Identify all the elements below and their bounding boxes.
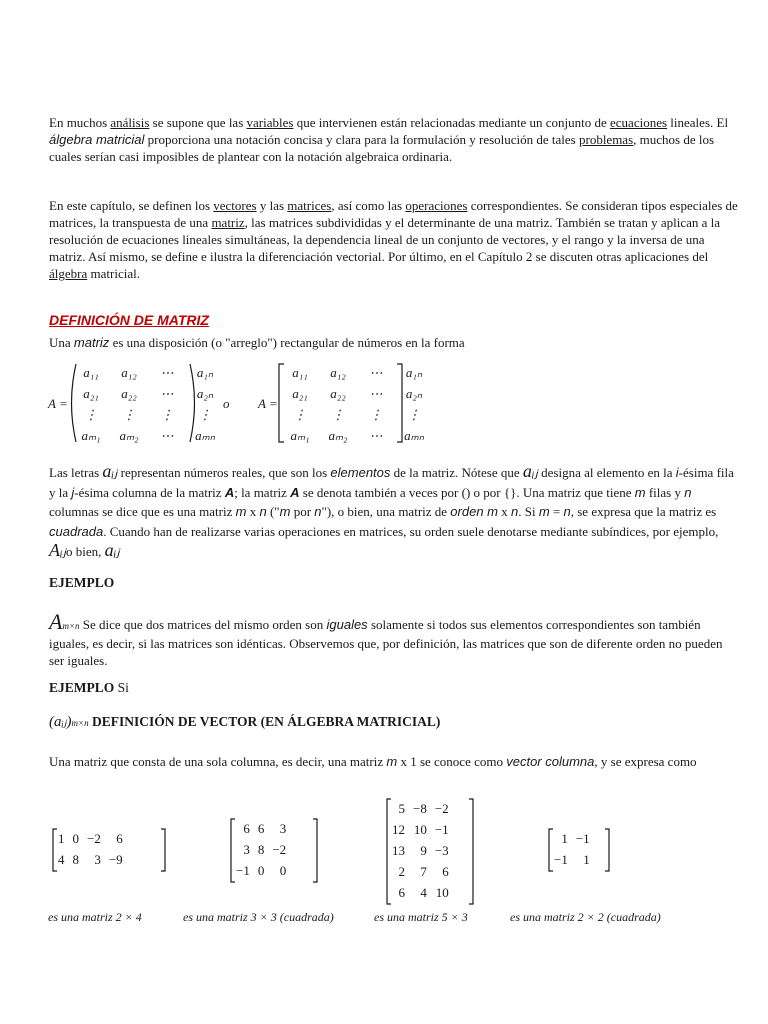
text: lineales. El (667, 115, 729, 130)
text: -ésima fila y la (49, 465, 734, 500)
matrix-cell: 1 (58, 830, 65, 846)
matrix-cell: ⋯ (160, 364, 174, 380)
matrix-cell: ⋮ (160, 406, 174, 422)
matrix-cell: 3 (94, 851, 101, 867)
text: proporciona una notación concisa y clara para la formulación y resolución de tales (144, 132, 579, 147)
chapter-paragraph (49, 197, 739, 282)
matrix-cell: 3 (279, 820, 287, 836)
matrix-cell: a₁₂ (330, 364, 346, 380)
emphasis: orden m (450, 504, 498, 519)
matrix-cell: ⋯ (160, 385, 174, 401)
example-si-heading (49, 680, 129, 696)
matrix-cell: 0 (257, 862, 265, 878)
matrix-table (550, 828, 594, 870)
matrix-cell: a₁₁ (83, 364, 99, 380)
general-matrix-parens (72, 362, 224, 446)
matrix-cell: 6 (257, 820, 265, 836)
emphasis: matriz (73, 335, 110, 350)
matrix-table (54, 828, 127, 870)
caption-2x4: es una matriz 2 × 4 (48, 910, 142, 924)
elements-paragraph (49, 462, 739, 562)
math-aij-paren: (aᵢⱼ) (49, 714, 72, 730)
matrix-cell: 4 (420, 884, 427, 900)
text: = (549, 504, 564, 519)
link-operaciones[interactable]: operaciones (405, 198, 468, 213)
matrix-row (388, 819, 453, 840)
matrix-cell: a₁ₙ (405, 364, 423, 380)
matrix-cell: a₁₂ (121, 364, 137, 380)
text: Una matriz que consta de una sola columna, es decir, una matriz (49, 754, 387, 769)
emphasis: m (235, 504, 247, 519)
text: x (498, 504, 511, 519)
matrix-row (388, 798, 453, 819)
matrix-cell: −9 (108, 851, 123, 867)
vector-heading (49, 712, 440, 731)
text: , así como las (331, 198, 406, 213)
text: o bien, (66, 544, 105, 559)
matrix-row (550, 828, 594, 849)
matrix-cell: −1 (575, 830, 590, 846)
matrix-row (388, 840, 453, 861)
emphasis: n (563, 504, 571, 519)
general-matrix-brackets (281, 362, 433, 446)
matrix-cell: −8 (413, 800, 427, 816)
matrix-row (281, 425, 433, 446)
emphasis: elementos (330, 465, 391, 480)
matrix-cell: a₁₁ (292, 364, 308, 380)
math-subscript: m×n (62, 621, 80, 631)
text: x (246, 504, 260, 519)
intro-paragraph (49, 114, 739, 165)
matrix-cell: aₘ₁ (290, 427, 310, 443)
matrix-cell: 10 (435, 884, 449, 900)
text: y las (256, 198, 288, 213)
text: En muchos (49, 115, 111, 130)
text: es una disposición (o "arreglo") rectangular de números en la forma (109, 335, 465, 350)
emphasis: i (675, 465, 679, 480)
matrix-cell: a₂₂ (330, 385, 346, 401)
bold-text: DEFINICIÓN DE VECTOR (EN ÁLGEBRA MATRICIAL) (88, 714, 441, 729)
text: , las matrices subdivididas y el determinante de una matriz. También se tratan y aplican a la resolución de ecuaciones lineales simultáneas, la dependencia lineal de un conjunto de vectores, y el rango y la inversa de una matriz. Así mismo, se define e ilustra la diferenciación vectorial. Por último, en el Capítulo 2 se discuten otras aplicaciones del (49, 215, 721, 264)
emphasis: n (259, 504, 267, 519)
equality-paragraph (49, 609, 739, 669)
matrix-cell: a₂₂ (121, 385, 137, 401)
matrix-cell: 10 (413, 821, 427, 837)
matrix-cell: a₂ₙ (405, 385, 423, 401)
matrix-cell: −3 (434, 842, 449, 858)
emphasis: m (279, 504, 291, 519)
matrix-row (232, 860, 290, 881)
matrix-cell: aₘₙ (404, 427, 424, 443)
text: Una (49, 335, 74, 350)
text: designa al elemento en la (537, 465, 676, 480)
matrix-cell: 6 (442, 863, 449, 879)
matrix-row (72, 425, 224, 446)
bold-text: EJEMPLO (49, 680, 115, 695)
caption-5x3: es una matriz 5 × 3 (374, 910, 468, 924)
matrix-cell: 1 (561, 830, 568, 846)
link-vectores[interactable]: vectores (213, 198, 257, 213)
matrix-cell: ⋮ (369, 406, 383, 422)
matrix-row (54, 828, 127, 849)
text: por (290, 504, 315, 519)
text: se supone que las (149, 115, 247, 130)
column-vector-paragraph (49, 753, 739, 770)
matrix-cell: 9 (420, 842, 427, 858)
text: correspondientes. Se consideran tipos especiales de matrices, la transpuesta de una (49, 198, 738, 230)
text: Si (114, 680, 129, 695)
text: En este capítulo, se definen los (49, 198, 214, 213)
text: . Si (518, 504, 539, 519)
text: . Cuando han de realizarse varias operaciones en matrices, su orden suele denotarse mediante subíndices, por ejemplo, (103, 523, 719, 539)
emphasis: A (224, 484, 235, 500)
emphasis: m (386, 754, 398, 769)
math-aij: aᵢⱼ (104, 540, 120, 560)
text: filas y (645, 484, 685, 500)
matrix-cell: −1 (434, 821, 449, 837)
link-analisis[interactable]: análisis (110, 115, 150, 130)
matrix-lhs-2: A = (258, 396, 278, 411)
or-text: o (223, 396, 230, 411)
matrix-cell: 2 (398, 863, 405, 879)
text: x 1 se conoce como (397, 754, 507, 769)
matrix-cell: 8 (72, 851, 79, 867)
matrix-cell: ⋮ (122, 406, 136, 422)
matrix-cell: ⋮ (331, 406, 345, 422)
matrix-cell: −2 (272, 841, 287, 857)
emphasis: vector columna (506, 754, 595, 769)
matrix-cell: 3 (243, 841, 250, 857)
matrix-cell: ⋮ (198, 406, 212, 422)
matrix-intro-line (49, 334, 739, 351)
matrix-row (550, 849, 594, 870)
matrix-cell: −2 (87, 830, 101, 846)
math-A: A (49, 609, 63, 634)
matrix-row (388, 882, 453, 903)
math-aij: Aᵢⱼ (49, 540, 66, 560)
text: de la matriz. Nótese que (390, 465, 523, 480)
emphasis: n (511, 504, 519, 519)
matrix-cell: a₁ₙ (196, 364, 214, 380)
emphasis: n (314, 504, 322, 519)
matrix-cell: 0 (279, 862, 287, 878)
emphasis: álgebra matricial (49, 132, 145, 147)
text: -ésima columna de la matriz (74, 484, 225, 500)
emphasis: iguales (326, 617, 368, 632)
matrix-row (388, 861, 453, 882)
emphasis: m (634, 484, 646, 500)
caption-2x2: es una matriz 2 × 2 (cuadrada) (510, 910, 661, 924)
emphasis: n (684, 484, 692, 500)
emphasis: m (538, 504, 550, 519)
matrix-cell: 13 (392, 842, 405, 858)
matrix-cell: 12 (392, 821, 405, 837)
matrix-row (281, 404, 433, 425)
text: ; la matriz (234, 484, 291, 500)
matrix-cell: ⋯ (369, 427, 383, 443)
matrix-table (232, 818, 290, 881)
math-aij: aᵢⱼ (102, 461, 118, 481)
matrix-cell: ⋯ (160, 427, 174, 443)
matrix-cell: aₘ₁ (81, 427, 101, 443)
text: (" (266, 504, 280, 519)
text: representan números reales, que son los (117, 465, 331, 480)
matrix-row (281, 383, 433, 404)
text: matricial. (87, 266, 140, 281)
matrix-row (72, 383, 224, 404)
text: columnas se dice que es una matriz (49, 504, 236, 519)
matrix-lhs: A = (48, 396, 68, 411)
text: Se dice que dos matrices del mismo orden son (79, 617, 327, 632)
matrix-cell: −2 (434, 800, 449, 816)
text: que intervienen están relacionadas mediante un conjunto de (293, 115, 611, 130)
text: se denota también a veces por () o por {}. Una matriz que tiene (299, 484, 635, 500)
matrix-cell: 0 (72, 830, 79, 846)
matrix-cell: 1 (583, 851, 590, 867)
matrix-row (72, 362, 224, 383)
matrix-cell: −1 (236, 862, 250, 878)
math-aij: aᵢⱼ (522, 461, 538, 481)
matrix-row (232, 839, 290, 860)
matrix-cell: aₘₙ (195, 427, 215, 443)
emphasis: j (71, 484, 75, 500)
text: , se expresa que la matriz es (570, 504, 717, 519)
matrix-row (72, 404, 224, 425)
link-matriz[interactable]: matriz (211, 215, 245, 230)
link-problemas[interactable]: problemas (578, 132, 634, 147)
matrix-cell: ⋮ (407, 406, 421, 422)
link-matrices[interactable]: matrices (287, 198, 332, 213)
example-heading: EJEMPLO (49, 575, 115, 590)
matrix-cell: aₘ₂ (119, 427, 139, 443)
matrix-cell: −1 (554, 851, 568, 867)
text: Las letras (49, 465, 103, 480)
matrix-row (232, 818, 290, 839)
matrix-cell: 5 (398, 800, 405, 816)
section-heading-matriz: DEFINICIÓN DE MATRIZ (49, 312, 209, 328)
link-ecuaciones[interactable]: ecuaciones (610, 115, 668, 130)
text: "), o bien, una matriz de (321, 504, 451, 519)
matrix-cell: 6 (398, 884, 405, 900)
matrix-cell: 6 (116, 830, 123, 846)
link-algebra[interactable]: álgebra (49, 266, 88, 281)
text: , y se expresa como (594, 754, 697, 769)
emphasis: cuadrada (49, 523, 104, 539)
matrix-cell: ⋮ (293, 406, 307, 422)
link-variables[interactable]: variables (246, 115, 294, 130)
matrix-row (54, 849, 127, 870)
caption-3x3: es una matriz 3 × 3 (cuadrada) (183, 910, 334, 924)
matrix-cell: a₂ₙ (196, 385, 214, 401)
matrix-cell: ⋯ (369, 364, 383, 380)
matrix-cell: 7 (420, 863, 427, 879)
matrix-table (388, 798, 453, 903)
text: , muchos de los cuales serían casi imposibles de plantear con la notación algebraica ordinaria. (49, 132, 715, 164)
matrix-cell: 6 (243, 820, 250, 836)
matrix-cell: a₂₁ (83, 385, 99, 401)
matrix-cell: a₂₁ (292, 385, 308, 401)
matrix-cell: ⋯ (369, 385, 383, 401)
matrix-cell: 4 (58, 851, 65, 867)
matrix-cell: ⋮ (84, 406, 98, 422)
text: solamente si todos sus elementos correspondientes son también iguales, es decir, si las matrices son idénticas. Observemos que, por definición, las matrices que son de diferente orden no pueden ser iguales. (49, 617, 723, 668)
matrix-cell: aₘ₂ (328, 427, 348, 443)
emphasis: A (290, 484, 300, 500)
matrix-cell: 8 (257, 841, 265, 857)
math-subscript: m×n (71, 718, 89, 728)
matrix-row (281, 362, 433, 383)
